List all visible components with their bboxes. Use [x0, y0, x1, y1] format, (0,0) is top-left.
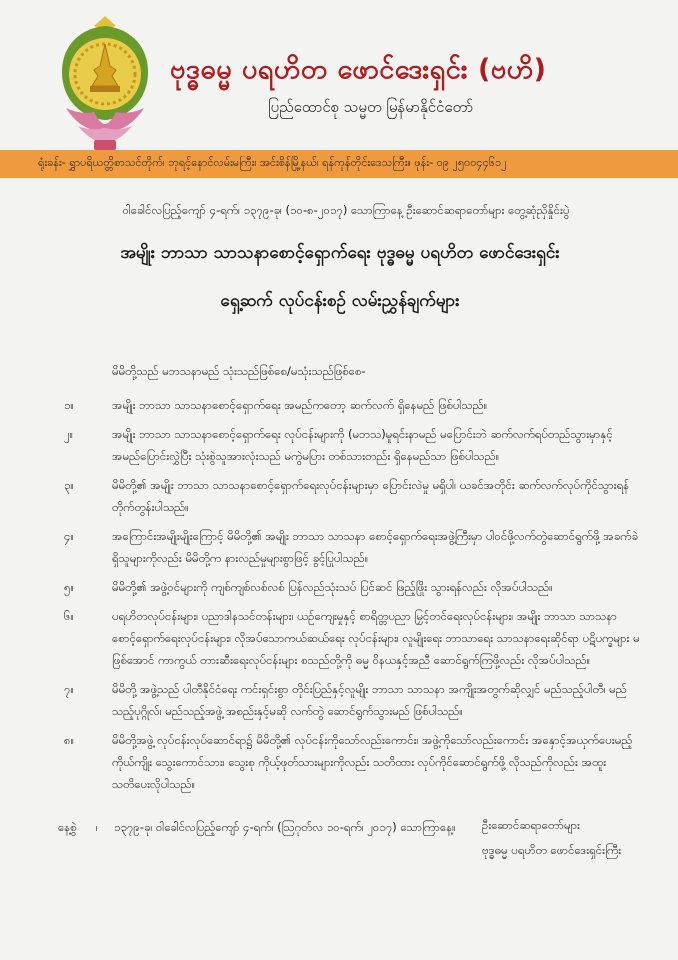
- list-item: [64, 423, 644, 467]
- item-number: ၂။: [64, 427, 74, 441]
- item-text: အကြောင်းအမျိုးမျိုးကြောင့် မိမိတို့၏ အမျိုး ဘာသာ သာသနာ စောင့်ရှောက်ရေးအဖွဲ့ကြီးမှာ ပါဝင်ဖို့လက်တွဲဆောင်ရွက်ဖို့ အခက်ခဲရှိသူများကိုလည်း မိမိတို့က နားလည်မှုများစွာဖြင့် ခွင့်ပြုပါသည်။: [112, 529, 638, 565]
- signature-line: ဦးဆောင်ဆရာတော်များ: [482, 818, 580, 832]
- document-subtitle: ရှေ့ဆက် လုပ်ငန်းစဉ် လမ်းညွှန်ချက်များ: [220, 291, 460, 311]
- item-number: ၇။: [64, 682, 74, 696]
- date-value: ၁၃၇၉-ခု၊ ဝါခေါင်လပြည့်ကျော် ၄-ရက်၊ (ဩဂုတ်လ ၁၀-ရက်၊ ၂၀၁၇) သောကြာနေ့။: [114, 820, 456, 834]
- list-item: [64, 474, 644, 518]
- list-item: [64, 394, 644, 416]
- item-number: ၃။: [64, 478, 74, 492]
- item-text: မိမိတို့ အဖွဲ့သည် ပါတီနိုင်ငံရေး ကင်းရှင်းစွာ တိုင်းပြည်နှင့်လူမျိုး ဘာသာ သာသနာ အကျိုးအတွက်ဆိုလျှင် မည်သည့်ပါတီ၊ မည်သည့်ပုဂ္ဂိုလ်၊ မည်သည့်အဖွဲ့ အစည်းနှင့်မဆို လက်တွဲ ဆောင်ရွက်သွားမည် ဖြစ်ပါသည်။: [112, 682, 627, 718]
- foundation-logo: [56, 14, 154, 152]
- signature-organization: ဗုဒ္ဓဓမ္မ ပရဟိတ ဖောင်ဒေးရှင်းကြီး: [482, 843, 622, 857]
- organization-name: ဗုဒ္ဓဓမ္မ ပရဟိတ ဖောင်ဒေးရှင်း (ဗဟိ): [170, 54, 547, 85]
- item-text: မိမိတို့၏ အဖွဲ့ဝင်များကို ကျစ်ကျစ်လစ်လစ် ပြန်လည်သုံးသပ် ပြင်ဆင် ဖြည့်ဖြိုး သွားရန်လည်း လိုအပ်ပါသည်။: [112, 580, 553, 594]
- item-number: ၈။: [64, 733, 75, 747]
- date-separator: ၊: [96, 820, 98, 834]
- list-item: [64, 576, 644, 598]
- list-item: [64, 729, 644, 795]
- item-text: အမျိုး ဘာသာ သာသနာစောင့်ရှောက်ရေး လုပ်ငန်းများကို (မဘသ)မူရင်းနာမည် မပြောင်းဘဲ ဆက်လက်ရပ်တည်သွားမှာနှင့် အမည်ပြောင်းလွှဲပြီး သုံးစွဲသူအားလုံးသည် မကွဲမပြား တစ်သားတည်း ရှိနေမည်သာ ဖြစ်ပါသည်။: [112, 427, 613, 463]
- item-text: ပရဟိတလုပ်ငန်းများ၊ ပညာဒါနသင်တန်းများ၊ ယဉ်ကျေးမှုနှင့် စာရိတ္တပညာ မြှင့်တင်ရေးလုပ်ငန်းများ၊ အမျိုး ဘာသာ သာသနာ စောင့်ရှောက်ရေးလုပ်ငန်းများ၊ လိုအပ်သောကယ်ဆယ်ရေး လုပ်ငန်းများ၊ လူမျိုးရေး ဘာသာရေး သာသနာရေးဆိုင်ရာ ပဋိပက္ခများ မဖြစ်အောင် ကာကွယ် တားဆီးရေးလုပ်ငန်းများ စသည်တို့ကို ဓမ္မ ဝိနယနှင့်အညီ ဆောင်ရွက်ကြဖို့လည်း လိုအပ်ပါသည်။: [112, 609, 640, 667]
- list-item: [64, 525, 644, 569]
- date-label: နေ့စွဲ: [58, 820, 77, 834]
- list-item: [64, 605, 644, 671]
- document-title: အမျိုး ဘာသာ သာသနာစောင့်ရှောက်ရေး ဗုဒ္ဓဓမ္မ ပရဟိတ ဖောင်ဒေးရှင်း: [120, 243, 560, 263]
- item-text: အမျိုး ဘာသာ သာသနာစောင့်ရှောက်ရေး အမည်ကတော့ ဆက်လက် ရှိနေမည် ဖြစ်ပါသည်။: [112, 398, 488, 412]
- item-number: ၁။: [64, 398, 74, 412]
- country-name: ပြည်ထောင်စု သမ္မတ မြန်မာနိုင်ငံတော်: [268, 98, 474, 116]
- meeting-line: ဝါခေါင်လပြည့်ကျော် ၄-ရက်၊ ၁၃၇၉-ခု၊ (၁၀-၈-၂၀၁၇) သောကြာနေ့ ဦးဆောင်ဆရာတော်များ တွေ့ဆုံညှိနှိုင်းပွဲ: [122, 203, 570, 217]
- list-item: [64, 678, 644, 722]
- guideline-list: [64, 394, 644, 802]
- intro-text: မိမိတို့သည် မဘသနာမည် သုံးသည်ဖြစ်စေ/မသုံးသည်ဖြစ်စေ-: [112, 364, 366, 378]
- item-number: ၅။: [64, 580, 74, 594]
- office-address: ရုံးခန်း- ရွှာပရိယတ္တိစာသင်တိုက်၊ ဘုရင့်နောင်လမ်းမကြီး၊ အင်းစိန်မြို့နယ်၊ ရန်ကုန်တိုင်းဒေသကြီး။ ဖုန်း- ၀၉ ၂၅၀၀၄၄၆၁၂: [38, 156, 507, 169]
- item-number: ၆။: [64, 609, 74, 623]
- item-text: မိမိတို့၏ အမျိုး ဘာသာ သာသနာစောင့်ရှောက်ရေးလုပ်ငန်းများမှာ ပြောင်းလဲမှု မရှိပါ၊ ယခင်အတိုင်း ဆက်လက်လုပ်ကိုင်သွားရန် တိုက်တွန်းပါသည်။: [112, 478, 630, 514]
- item-number: ၄။: [64, 529, 74, 543]
- item-text: မိမိတို့အဖွဲ့ လုပ်ငန်းလုပ်ဆောင်ရာ၌ မိမိတို့၏ လုပ်ငန်းကိုသော်လည်းကောင်း၊ အဖွဲ့ကိုသော်လည်းကောင်း အနှောင့်အယှက်ပေးမည့် ကိုယ်ကျိုး သွေးကောင်သား၊ သွေးစု ကိုယ့်ဖုတ်သားများကိုလည်း သတိထား လုပ်ကိုင်ဆောင်ရွက်ဖို့ လိုသည်ကိုလည်း အထူးသတိပေးလိုပါသည်။: [112, 733, 633, 791]
